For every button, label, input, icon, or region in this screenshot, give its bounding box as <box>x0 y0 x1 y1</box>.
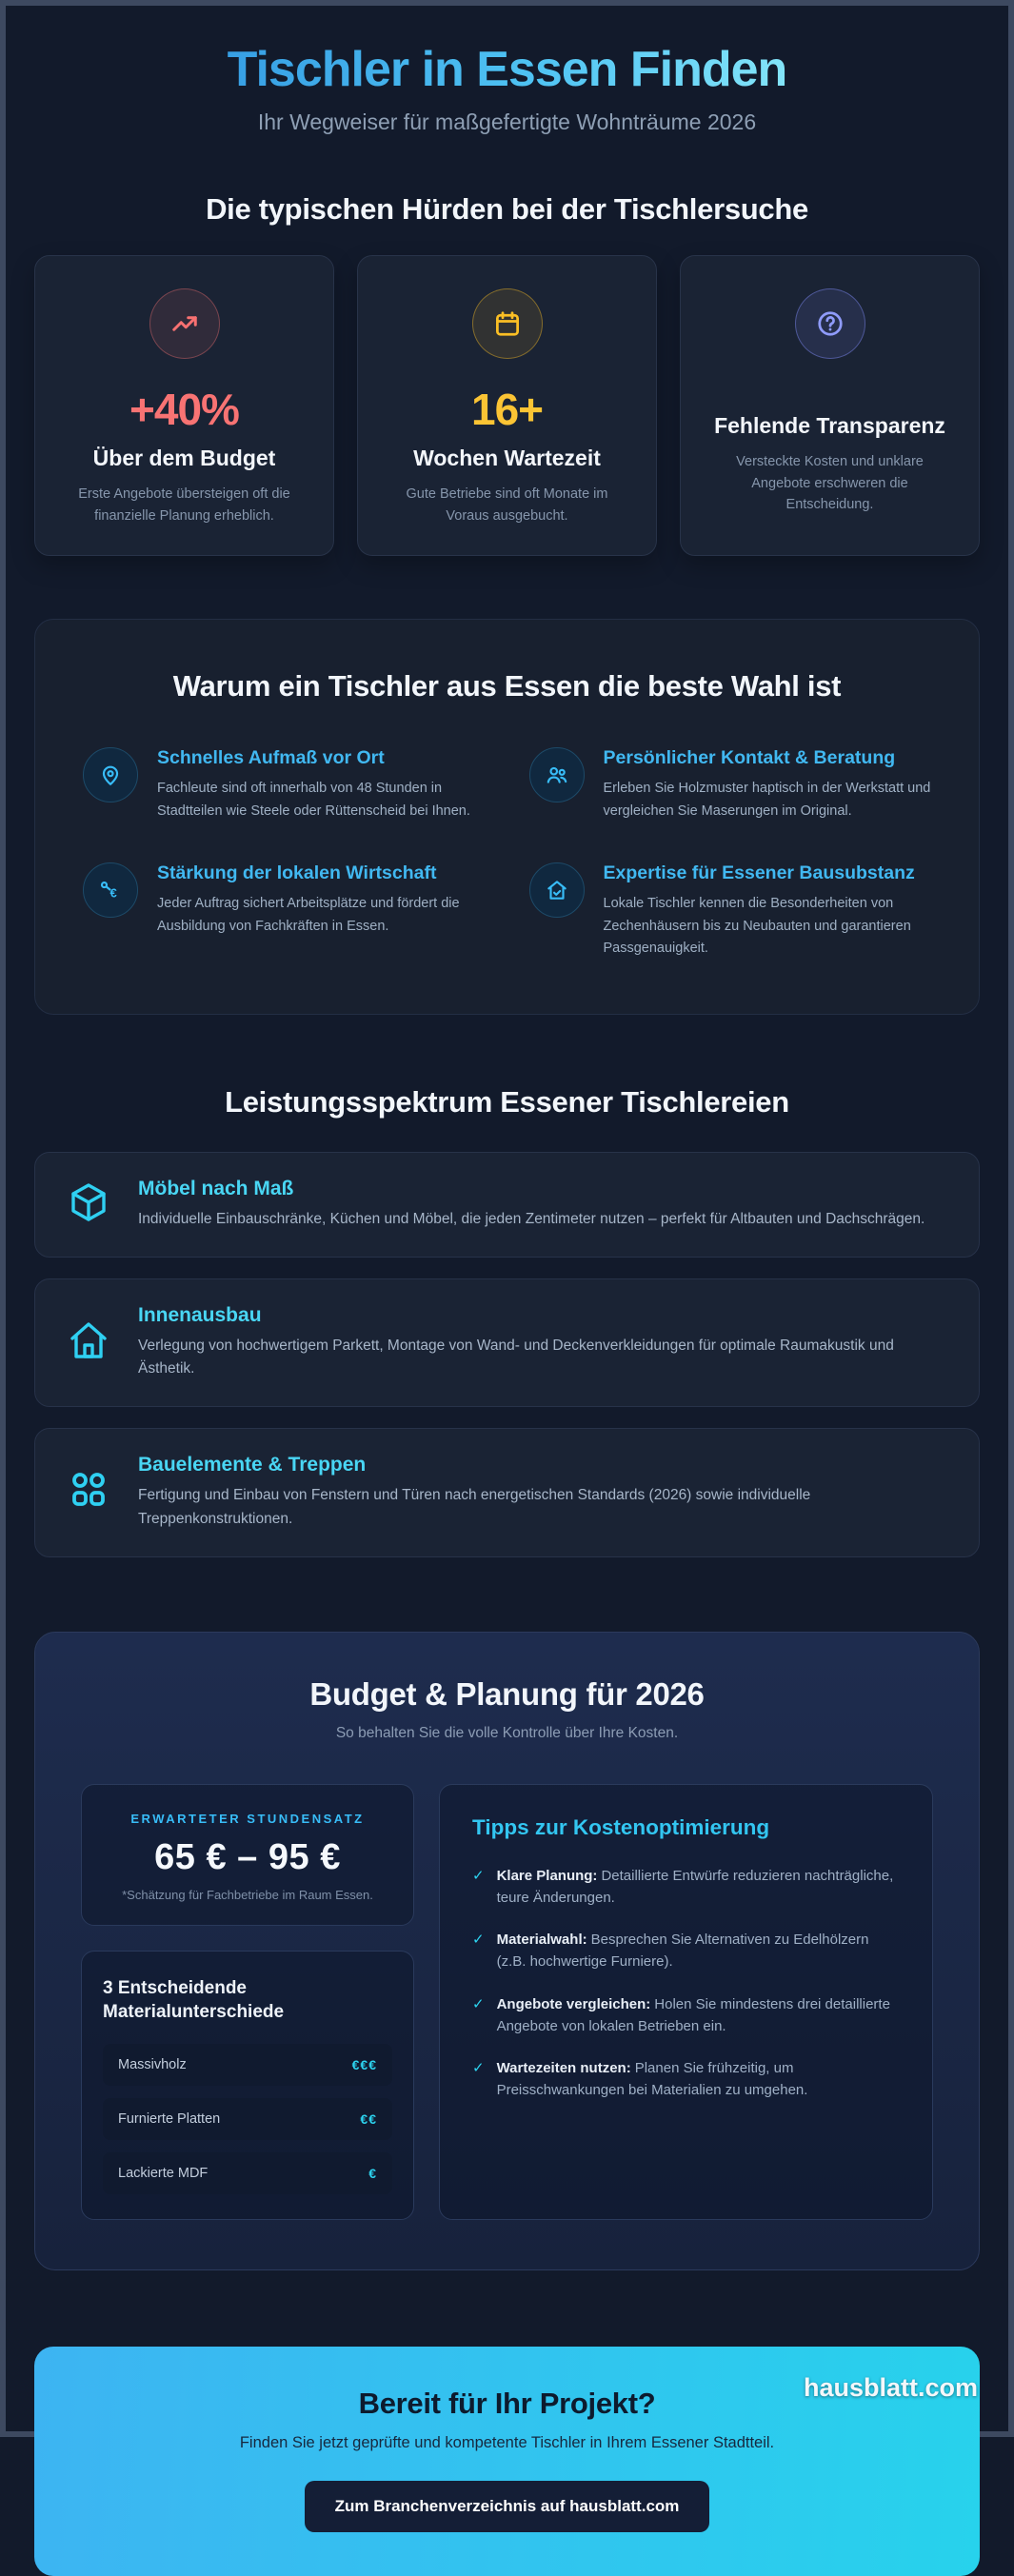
service-text: Fertigung und Einbau von Fenstern und Türen nach energetischen Standards (2026) sowie individuelle Treppenkonstruktionen. <box>138 1487 811 1527</box>
material-price: €€ <box>360 2110 377 2127</box>
budget-section <box>34 1632 980 2270</box>
hurdle-title: Fehlende Transparenz <box>714 412 945 438</box>
tips-panel <box>439 1784 933 2220</box>
house-check-icon <box>529 862 585 918</box>
cta-subtitle: Finden Sie jetzt geprüfte und kompetente Tischler in Ihrem Essener Stadtteil. <box>239 2433 775 2451</box>
check-icon: ✓ <box>472 1867 485 1884</box>
service-title: Bauelemente & Treppen <box>138 1454 367 1476</box>
why-title: Expertise für Essener Bausubstanz <box>603 862 915 884</box>
why-title: Persönlicher Kontakt & Beratung <box>603 747 896 769</box>
tip-item <box>472 1929 900 1973</box>
tip-text: Besprechen Sie Alternativen zu Edelhölzern (z.B. hochwertige Furniere). <box>496 1932 869 1971</box>
hurdle-card-grid <box>34 255 980 557</box>
materials-heading: 3 Entscheidende Materialunterschiede <box>103 1977 285 2023</box>
tip-lead: Wartezeiten nutzen: <box>496 2060 631 2077</box>
budget-heading: Budget & Planung für 2026 <box>309 1675 705 1712</box>
tip-lead: Klare Planung: <box>496 1867 598 1884</box>
check-icon: ✓ <box>472 1995 485 2012</box>
page-title: Tischler in Essen Finden <box>227 42 787 97</box>
calendar-icon <box>472 288 543 359</box>
tip-item <box>472 2057 900 2102</box>
tip-lead: Materialwahl: <box>496 1932 587 1949</box>
local-economy-icon <box>83 862 138 918</box>
budget-subtitle: So behalten Sie die volle Kontrolle über Ihre Kosten. <box>335 1724 679 1741</box>
material-name: Furnierte Platten <box>118 2110 221 2127</box>
why-section <box>34 619 980 1014</box>
hourly-rate-label: ERWARTETER STUNDENSATZ <box>130 1811 365 1826</box>
material-row <box>103 2044 392 2086</box>
hurdle-card-budget <box>34 255 334 557</box>
directory-button[interactable]: Zum Branchenverzeichnis auf hausblatt.com <box>305 2481 710 2532</box>
hurdle-text: Versteckte Kosten und unklare Angebote erschweren die Entscheidung. <box>736 454 924 513</box>
people-icon <box>529 747 585 803</box>
why-text: Erleben Sie Holzmuster haptisch in der Werkstatt und vergleichen Sie Maserungen im Original. <box>603 781 931 819</box>
service-title: Möbel nach Maß <box>138 1177 294 1199</box>
material-price: €€€ <box>351 2056 377 2072</box>
why-text: Fachleute sind oft innerhalb von 48 Stunden in Stadtteilen wie Steele oder Rüttenscheid bei Ihnen. <box>157 781 470 819</box>
tips-heading: Tipps zur Kostenoptimierung <box>472 1814 770 1839</box>
check-icon: ✓ <box>472 2060 485 2077</box>
hourly-rate-panel <box>81 1784 414 1926</box>
why-item-kontakt <box>529 747 932 822</box>
cube-icon <box>66 1179 111 1230</box>
map-pin-icon <box>83 747 138 803</box>
why-item-wirtschaft <box>83 862 486 960</box>
budget-columns <box>81 1784 933 2220</box>
materials-panel <box>81 1951 414 2220</box>
service-list <box>34 1152 980 1557</box>
hurdles-heading: Die typischen Hürden bei der Tischlersuche <box>206 191 808 226</box>
service-text: Verlegung von hochwertigem Parkett, Montage von Wand- und Deckenverkleidungen für optimale Raumakustik und Ästhetik. <box>138 1337 894 1377</box>
why-item-bausubstanz <box>529 862 932 960</box>
hurdle-card-transparency <box>680 255 980 557</box>
hourly-rate-value: 65 € – 95 € <box>154 1836 341 1877</box>
hourly-rate-note: *Schätzung für Fachbetriebe im Raum Essen. <box>122 1887 373 1902</box>
budget-left-column <box>81 1784 414 2220</box>
why-text: Jeder Auftrag sichert Arbeitsplätze und fördert die Ausbildung von Fachkräften in Essen. <box>157 896 460 934</box>
why-heading: Warum ein Tischler aus Essen die beste Wahl ist <box>172 669 842 703</box>
question-circle-icon <box>795 288 865 359</box>
hurdle-text: Gute Betriebe sind oft Monate im Voraus ausgebucht. <box>406 486 608 524</box>
why-title: Stärkung der lokalen Wirtschaft <box>157 862 437 884</box>
material-price: € <box>368 2165 377 2181</box>
tip-lead: Angebote vergleichen: <box>496 1995 651 2012</box>
tip-item <box>472 1993 900 2038</box>
material-row <box>103 2152 392 2194</box>
service-row-moebel <box>34 1152 980 1258</box>
hurdle-stat: +40% <box>129 384 239 434</box>
service-text: Individuelle Einbauschränke, Küchen und Möbel, die jeden Zentimeter nutzen – perfekt für Altbauten und Dachschrägen. <box>138 1210 925 1227</box>
hurdle-title: Wochen Wartezeit <box>413 445 601 470</box>
home-icon <box>66 1318 111 1368</box>
why-item-aufmass <box>83 747 486 822</box>
check-icon: ✓ <box>472 1932 485 1949</box>
hurdle-stat: 16+ <box>470 384 544 434</box>
svg-text:€: € <box>109 885 117 901</box>
why-grid <box>83 747 931 960</box>
trending-up-icon <box>149 288 220 359</box>
page <box>6 6 1008 2515</box>
tip-text: Holen Sie mindestens drei detaillierte Angebote von lokalen Betrieben ein. <box>496 1995 890 2034</box>
hurdle-title: Über dem Budget <box>92 445 276 470</box>
grid-elements-icon <box>66 1467 111 1517</box>
cta-heading: Bereit für Ihr Projekt? <box>358 2386 656 2420</box>
services-heading: Leistungsspektrum Essener Tischlereien <box>225 1084 789 1119</box>
hurdle-text: Erste Angebote übersteigen oft die finanzielle Planung erheblich. <box>78 486 290 524</box>
material-name: Massivholz <box>118 2056 187 2072</box>
service-title: Innenausbau <box>138 1303 262 1326</box>
material-row <box>103 2098 392 2140</box>
service-row-innenausbau <box>34 1278 980 1408</box>
tip-text: Planen Sie frühzeitig, um Preisschwankungen bei Materialien zu umgehen. <box>496 2060 808 2099</box>
tip-text: Detaillierte Entwürfe reduzieren nachträgliche, teure Änderungen. <box>496 1867 894 1906</box>
brand-watermark: hausblatt.com <box>803 2373 978 2402</box>
tip-item <box>472 1865 900 1910</box>
page-subtitle: Ihr Wegweiser für maßgefertigte Wohnträume 2026 <box>257 109 757 134</box>
material-name: Lackierte MDF <box>118 2165 209 2181</box>
header <box>34 6 980 135</box>
hurdle-card-waiting-time <box>357 255 657 557</box>
why-title: Schnelles Aufmaß vor Ort <box>157 747 385 769</box>
service-row-bauelemente <box>34 1428 980 1557</box>
why-text: Lokale Tischler kennen die Besonderheiten von Zechenhäusern bis zu Neubauten und garantieren Passgenauigkeit. <box>603 896 911 957</box>
